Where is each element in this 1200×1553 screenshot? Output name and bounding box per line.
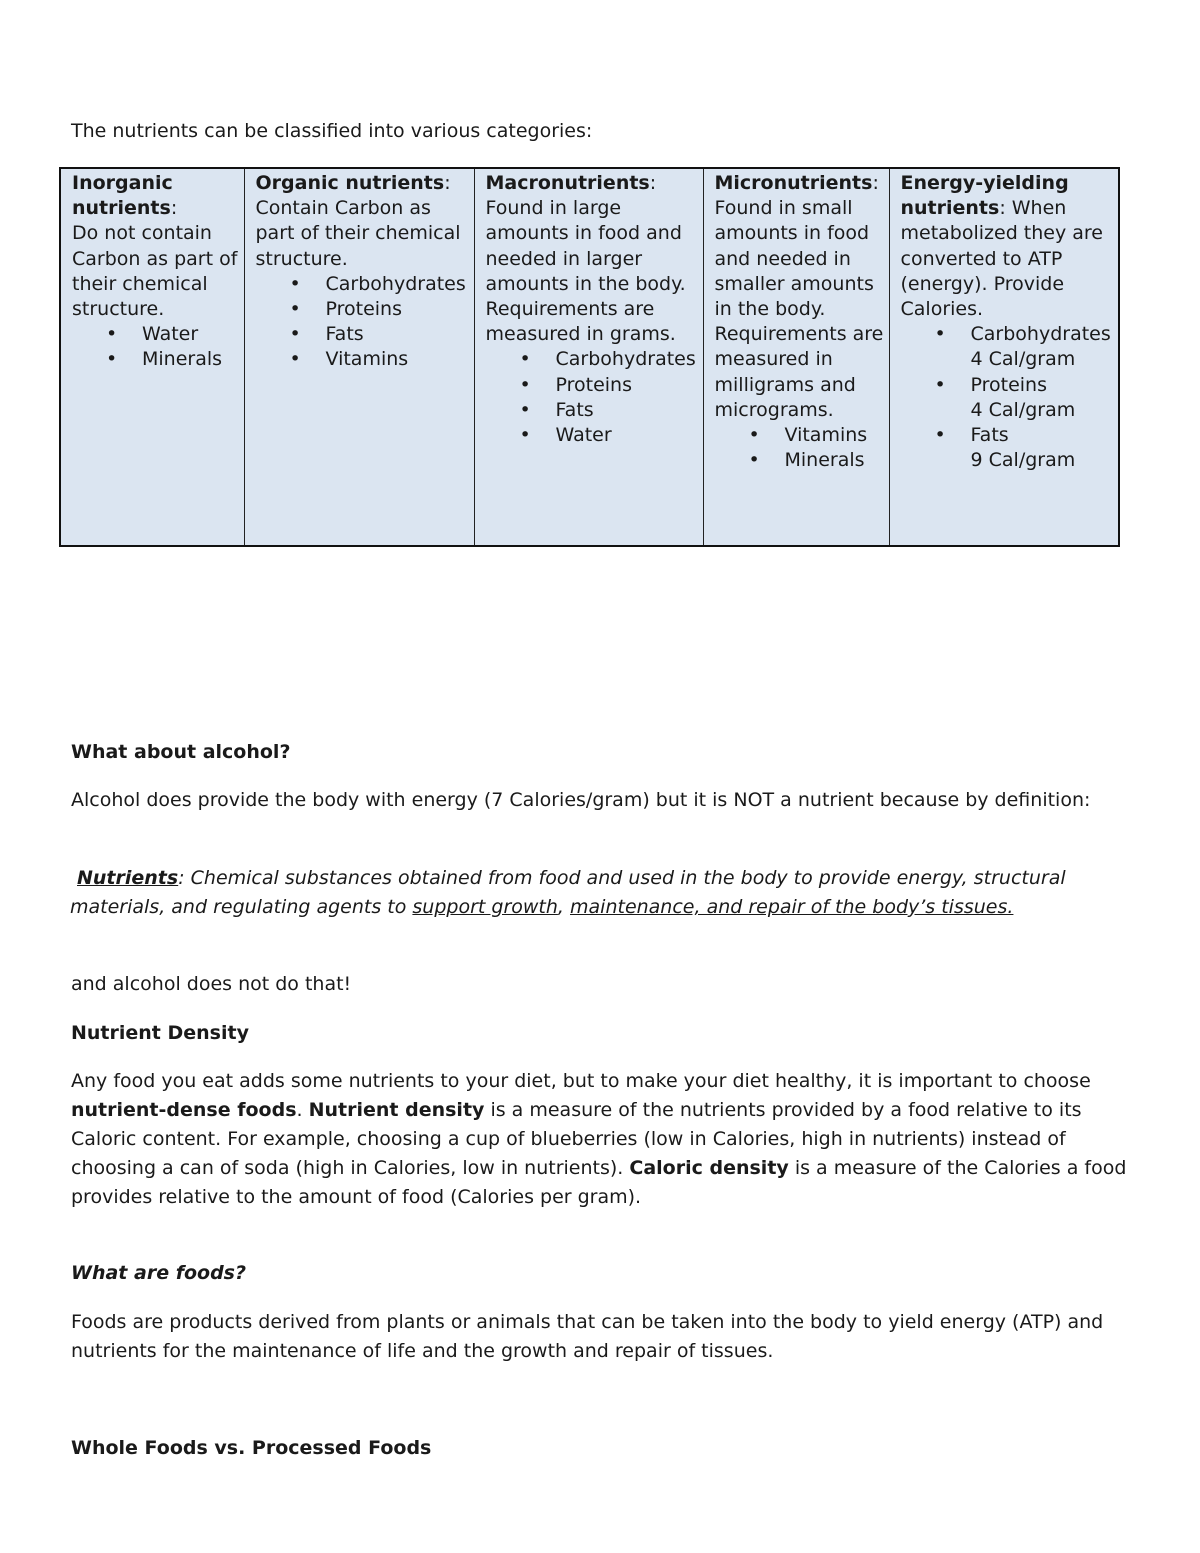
text-run: . <box>296 1099 309 1121</box>
cell-macronutrients <box>474 168 703 546</box>
alcohol-heading: What about alcohol? <box>71 741 291 763</box>
nutrient-definition <box>70 864 1130 922</box>
label-colon: : <box>872 172 879 194</box>
label-colon: : <box>999 197 1006 220</box>
cell-energy-yielding <box>889 168 1119 546</box>
alcohol-conclusion: and alcohol does not do that! <box>71 973 352 995</box>
list-item <box>971 373 1113 423</box>
bullet-list <box>901 322 1113 473</box>
definition-underlined-1: support growth <box>412 896 558 918</box>
nutrient-categories-table <box>59 167 1120 547</box>
cell-description: Found in small amounts in food and needed in smaller amounts in the body. Requirements are measured in milligrams and micrograms. <box>714 197 884 421</box>
nutrient-density-paragraph <box>71 1067 1141 1212</box>
cell-description: Found in large amounts in food and needed in larger amounts in the body. Requirements are measured in grams. <box>485 197 686 346</box>
text-run: Any food you eat adds some nutrients to your diet, but to make your diet healthy, it is important to choose <box>71 1070 1091 1092</box>
alcohol-text: Alcohol does provide the body with energy (7 Calories/gram) but it is NOT a nutrient because by definition: <box>71 789 1091 811</box>
what-are-foods-text: Foods are products derived from plants or animals that can be taken into the body to yield energy (ATP) and nutrients for the maintenance of life and the growth and repair of tissues. <box>71 1311 1104 1362</box>
list-item: • Carbohydrates <box>326 272 468 297</box>
cell-description: Contain Carbon as part of their chemical structure. <box>255 197 461 270</box>
bullet-list <box>486 347 697 448</box>
item-name: Carbohydrates <box>970 323 1111 346</box>
list-item: • Proteins <box>556 373 697 398</box>
cell-inorganic <box>60 168 244 546</box>
definition-term <box>77 867 178 889</box>
bullet-list <box>256 272 468 373</box>
cell-label: Organic nutrients <box>255 172 445 194</box>
bold-term: Nutrient density <box>308 1099 485 1121</box>
cell-label: Micronutrients <box>714 172 873 194</box>
cell-label: Macronutrients <box>485 172 650 194</box>
bullet-list <box>715 423 885 473</box>
definition-term-text: Nutrients <box>77 867 179 889</box>
item-value: 4 Cal/gram <box>970 348 1076 371</box>
text-run: is a measure of the nutrients provided by a food relative to its Caloric content. For example, choosing a cup of blueberries (low in Calories, high in nutrients) instead of choosing a can of soda (high in Calories, low in nutrients). <box>71 1099 1082 1179</box>
list-item: • Minerals <box>785 448 885 473</box>
definition-text: Chemical substances obtained from food and used in the body to provide energy, structural materials, and regulating agents to <box>70 867 1066 918</box>
list-item: • Vitamins <box>326 347 468 372</box>
bold-term: Caloric density <box>629 1157 789 1179</box>
list-item: • Water <box>556 423 697 448</box>
intro-text: The nutrients can be classified into various categories: <box>71 120 593 142</box>
list-item: • Minerals <box>142 347 238 372</box>
list-item <box>971 322 1113 372</box>
nutrient-density-heading: Nutrient Density <box>71 1022 249 1044</box>
cell-description: When metabolized they are converted to ATP (energy). Provide Calories. <box>900 197 1103 321</box>
cell-micronutrients <box>703 168 889 546</box>
cell-organic <box>244 168 474 546</box>
definition-underlined-2: maintenance, and repair of the body’s tissues. <box>570 896 1014 918</box>
item-value: 9 Cal/gram <box>970 449 1076 472</box>
cell-label: Energy-yielding nutrients <box>900 172 1069 220</box>
cell-description: Do not contain Carbon as part of their chemical structure. <box>72 222 238 321</box>
bold-term: nutrient-dense foods <box>71 1099 297 1121</box>
list-item: • Water <box>142 322 238 347</box>
whole-foods-heading: Whole Foods vs. Processed Foods <box>71 1437 432 1459</box>
label-colon: : <box>649 172 657 194</box>
list-item: • Fats <box>326 322 468 347</box>
item-name: Fats <box>970 424 1009 447</box>
label-colon: : <box>170 197 178 220</box>
cell-label: Inorganic nutrients <box>72 172 173 220</box>
what-are-foods-heading: What are foods? <box>71 1262 246 1284</box>
definition-colon: : <box>178 867 185 889</box>
list-item: • Proteins <box>326 297 468 322</box>
item-value: 4 Cal/gram <box>970 398 1076 421</box>
list-item: • Vitamins <box>785 423 885 448</box>
label-colon: : <box>444 172 451 194</box>
bullet-list <box>72 322 238 372</box>
item-name: Proteins <box>970 373 1048 396</box>
list-item: • Carbohydrates <box>556 347 697 372</box>
text-run: is a measure of the Calories a food provides relative to the amount of food (Calories per gram). <box>71 1157 1127 1208</box>
list-item <box>971 423 1113 473</box>
definition-separator: , <box>557 896 571 918</box>
table-row <box>60 168 1119 546</box>
list-item: • Fats <box>556 398 697 423</box>
